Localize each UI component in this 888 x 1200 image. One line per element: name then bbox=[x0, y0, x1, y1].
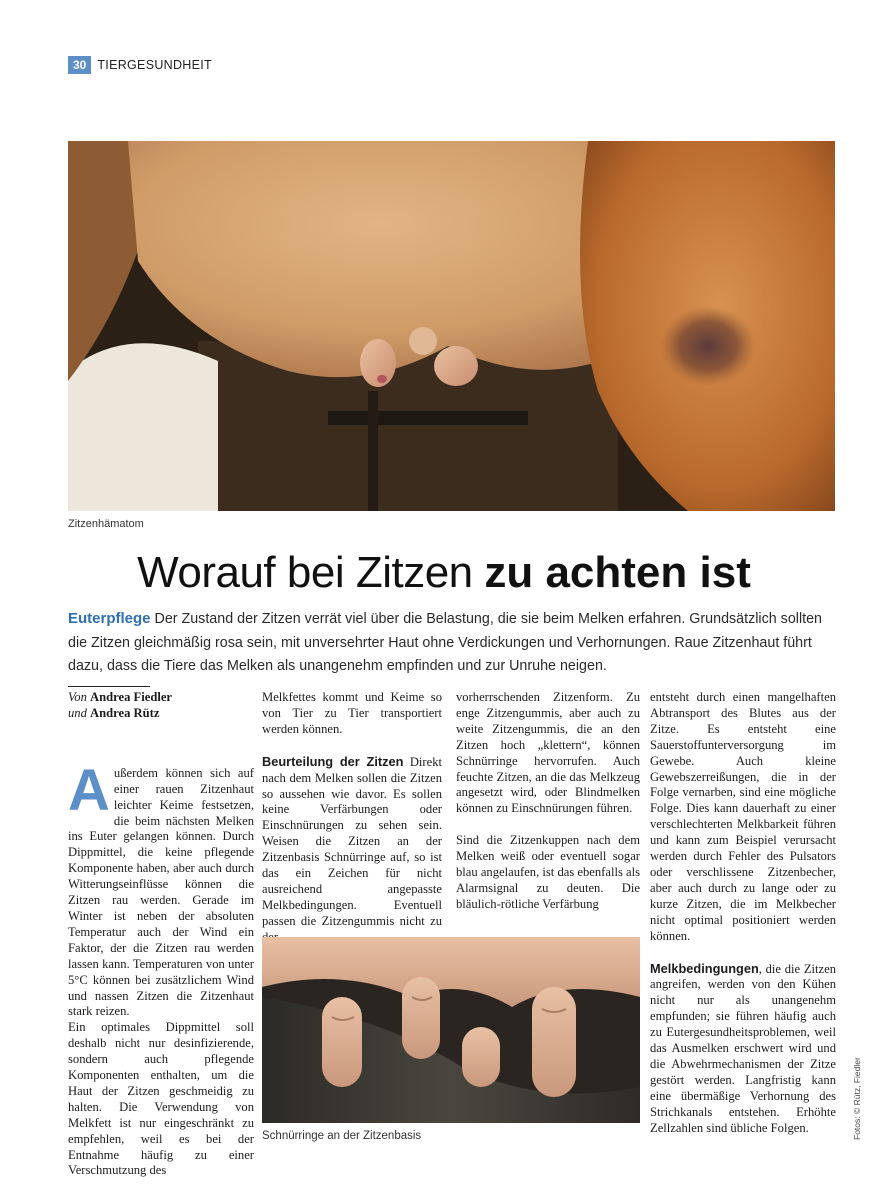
body-paragraph-3: Melkfettes kommt und Keime so von Tier zu Tier transportiert werden können. bbox=[262, 690, 442, 736]
body-text-1: ußerdem können sich auf einer rauen Zitzenhaut leichter Keime festsetzen, die beim nächsten Melken ins Euter gelangen können. Durch Dippmittel, die keine pflegende Komponente haben, aber auch durch Witterungseinflüsse können die Zitzen rau werden. Gerade im Winter ist neben der absoluten Temperatur auch der Wind ein Faktor, der die Zitzen rau werden lassen kann. Temperaturen von unter 5°C können bei zusätzlichem Wind und nassen Zitzen die Zitzenhaut stark reizen. bbox=[68, 765, 254, 1019]
byline-und: und bbox=[68, 705, 87, 720]
byline-rule bbox=[68, 686, 150, 687]
body-text-4: Direkt nach dem Melken sollen die Zitzen so aussehen wie davor. Es sollen keine Verfärbungen oder Einschnürungen zu sehen sein. Weisen die Zitzen an der Zitzenbasis Schnürringe auf, so ist das ein Zeichen für nicht ausreichend angepasste Melkbedingungen. Eventuell passen die Zitzengummis nicht zu bbox=[262, 754, 442, 928]
hero-photo bbox=[68, 141, 835, 511]
headline bbox=[0, 545, 888, 601]
body-paragraph-2: Ein optimales Dippmittel soll deshalb nicht nur desinfizierende, sondern auch pflegende Komponenten enthalten, um die Haut der Zitzen geschmeidig zu halten. Die Verwendung von Melkfett ist nur eingeschränkt zu empfehlen, weil es bei der Entnahme häufig zu einer Verschmutzung des bbox=[68, 1020, 254, 1178]
body-text-8: , die die Zitzen angreifen, werden von den Kühen nicht nur als unangenehm empfunden; sie führen häufig auch zu Eutergesundheitsproblemen, weil das Ausmelken erschwert wird und die Abwehrmechanismen der Zitze gestört werden. Langfristig kann eine übermäßige Verhornung des Strichkanals entstehen. Erhöhte Zellzahlen sind übliche Folgen. bbox=[650, 961, 836, 1135]
photo-credit: Fotos: © Rütz, Fiedler bbox=[852, 1057, 862, 1140]
body-paragraph-4 bbox=[262, 754, 442, 946]
byline-von: Von bbox=[68, 690, 87, 704]
body-paragraph-1 bbox=[68, 757, 254, 1021]
column-3 bbox=[456, 690, 640, 913]
lead-paragraph bbox=[68, 607, 835, 679]
lead-text: Der Zustand der Zitzen verrät viel über die Belastung, die sie beim Melken erfahren. Grundsätzlich sollten die Zitzen gleichmäßig rosa sein, mit unversehrter Haut ohne Verdickungen und Verhornungen. Raue Zitzenhaut führt dazu, dass die Tiere das Melken als unangenehm empfinden und zur Unruhe neigen. bbox=[68, 611, 823, 674]
headline-bold: zu achten ist bbox=[484, 548, 751, 597]
hero-caption: Zitzenhämatom bbox=[68, 518, 144, 530]
column-2 bbox=[262, 690, 442, 946]
page-header bbox=[68, 55, 212, 75]
body-paragraph-6: Sind die Zitzenkuppen nach dem Melken weiß oder eventuell sogar blau angelaufen, ist das ebenfalls als Alarmsignal zu deuten. Die bläulich-rötliche Verfärbung bbox=[456, 833, 640, 911]
page-number: 30 bbox=[68, 56, 91, 74]
teat-photo-caption: Schnürringe an der Zitzenbasis bbox=[262, 1130, 422, 1142]
byline bbox=[68, 690, 254, 722]
section-label: TIERGESUNDHEIT bbox=[97, 58, 212, 72]
column-4 bbox=[650, 690, 836, 1136]
body-paragraph-7: entsteht durch einen mangelhaften Abtransport des Blutes aus der Zitze. Es entsteht eine Sauerstoffunterversorgung im Gewebe. Auch kleine Gewebszerreißungen, die in der Folge vernarben, sind eine mögliche Folge. Dies kann dauerhaft zu einer verschlechterten Melkbarkeit führen und kann zum Beispiel verursacht werden durch Fehler des Pulsators oder verschlissene Zitzenbecher, aber auch durch zu lange oder zu kurze Zitzen, die im Melkbecher nicht optimal positioniert werden können. bbox=[650, 690, 836, 943]
subhead-beurteilung: Beurteilung der Zitzen bbox=[262, 753, 404, 769]
body-paragraph-8 bbox=[650, 961, 836, 1137]
byline-author-1: Andrea Fiedler bbox=[90, 690, 173, 704]
column-1 bbox=[68, 690, 254, 1179]
body-paragraph-5: vorherrschenden Zitzenform. Zu enge Zitzengummis, aber auch zu weite Zitzengummis, die an den Zitzen hoch „klettern“, können Schnürringe hervorrufen. Auch feuchte Zitzen, an die das Melkzeug angesetzt wird, oder Blindmelken können zu Einschnürungen führen. bbox=[456, 690, 640, 816]
drop-cap: A bbox=[68, 757, 110, 823]
subhead-melkbedingungen: Melkbedingungen bbox=[650, 960, 759, 976]
headline-light: Worauf bei Zitzen bbox=[137, 548, 485, 597]
byline-author-2: Andrea Rütz bbox=[90, 705, 160, 720]
teat-photo bbox=[262, 937, 640, 1123]
lead-kicker: Euterpflege bbox=[68, 610, 151, 627]
